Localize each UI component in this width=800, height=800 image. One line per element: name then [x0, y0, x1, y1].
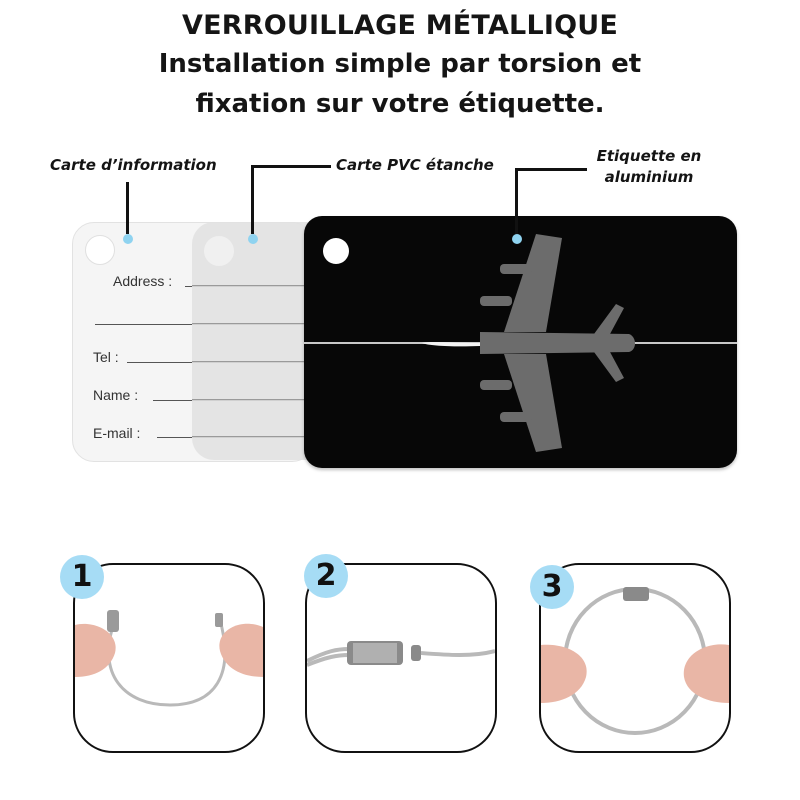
leader-alu-tag-horizontal — [515, 168, 587, 171]
hand-icon — [541, 644, 729, 703]
leader-info-card — [126, 182, 129, 234]
callout-alu-line-1: Etiquette en — [596, 147, 702, 165]
callout-alu-line-2: aluminium — [604, 168, 694, 186]
step-1-photo — [73, 563, 265, 753]
pvc-line-5 — [192, 436, 304, 437]
headline — [0, 8, 800, 124]
field-tel-label: Tel : — [93, 349, 119, 365]
headline-line-3: fixation sur votre étiquette. — [195, 89, 605, 119]
pvc-card-hole — [204, 236, 234, 266]
step-1-badge: 1 — [60, 555, 104, 599]
field-address-label: Address : — [113, 273, 173, 289]
callout-alu-tag — [584, 146, 714, 188]
card-hole — [85, 235, 115, 265]
headline-line-1: VERROUILLAGE MÉTALLIQUE — [181, 10, 619, 41]
pvc-line-3 — [192, 361, 304, 362]
callout-pvc-card: Carte PVC étanche — [336, 156, 494, 174]
leader-alu-tag — [515, 168, 518, 234]
wire-loop-icon — [75, 565, 263, 751]
field-name-label: Name : — [93, 387, 139, 403]
step-3-badge: 3 — [530, 565, 574, 609]
headline-line-2: Installation simple par torsion et — [158, 49, 642, 79]
step-2-badge: 2 — [304, 554, 348, 598]
pvc-line-2 — [192, 323, 304, 324]
pvc-line-1 — [192, 285, 304, 286]
pvc-line-4 — [192, 399, 304, 400]
field-email-label: E-mail : — [93, 425, 141, 441]
airplane-icon — [304, 216, 737, 468]
leader-pvc-card — [251, 165, 254, 234]
hand-icon — [75, 624, 263, 677]
dot-info-card — [123, 234, 133, 244]
dot-pvc-card — [248, 234, 258, 244]
dot-alu-tag — [512, 234, 522, 244]
callout-info-card: Carte d’information — [50, 156, 217, 174]
aluminium-tag — [304, 216, 737, 468]
leader-pvc-card-horizontal — [251, 165, 331, 168]
